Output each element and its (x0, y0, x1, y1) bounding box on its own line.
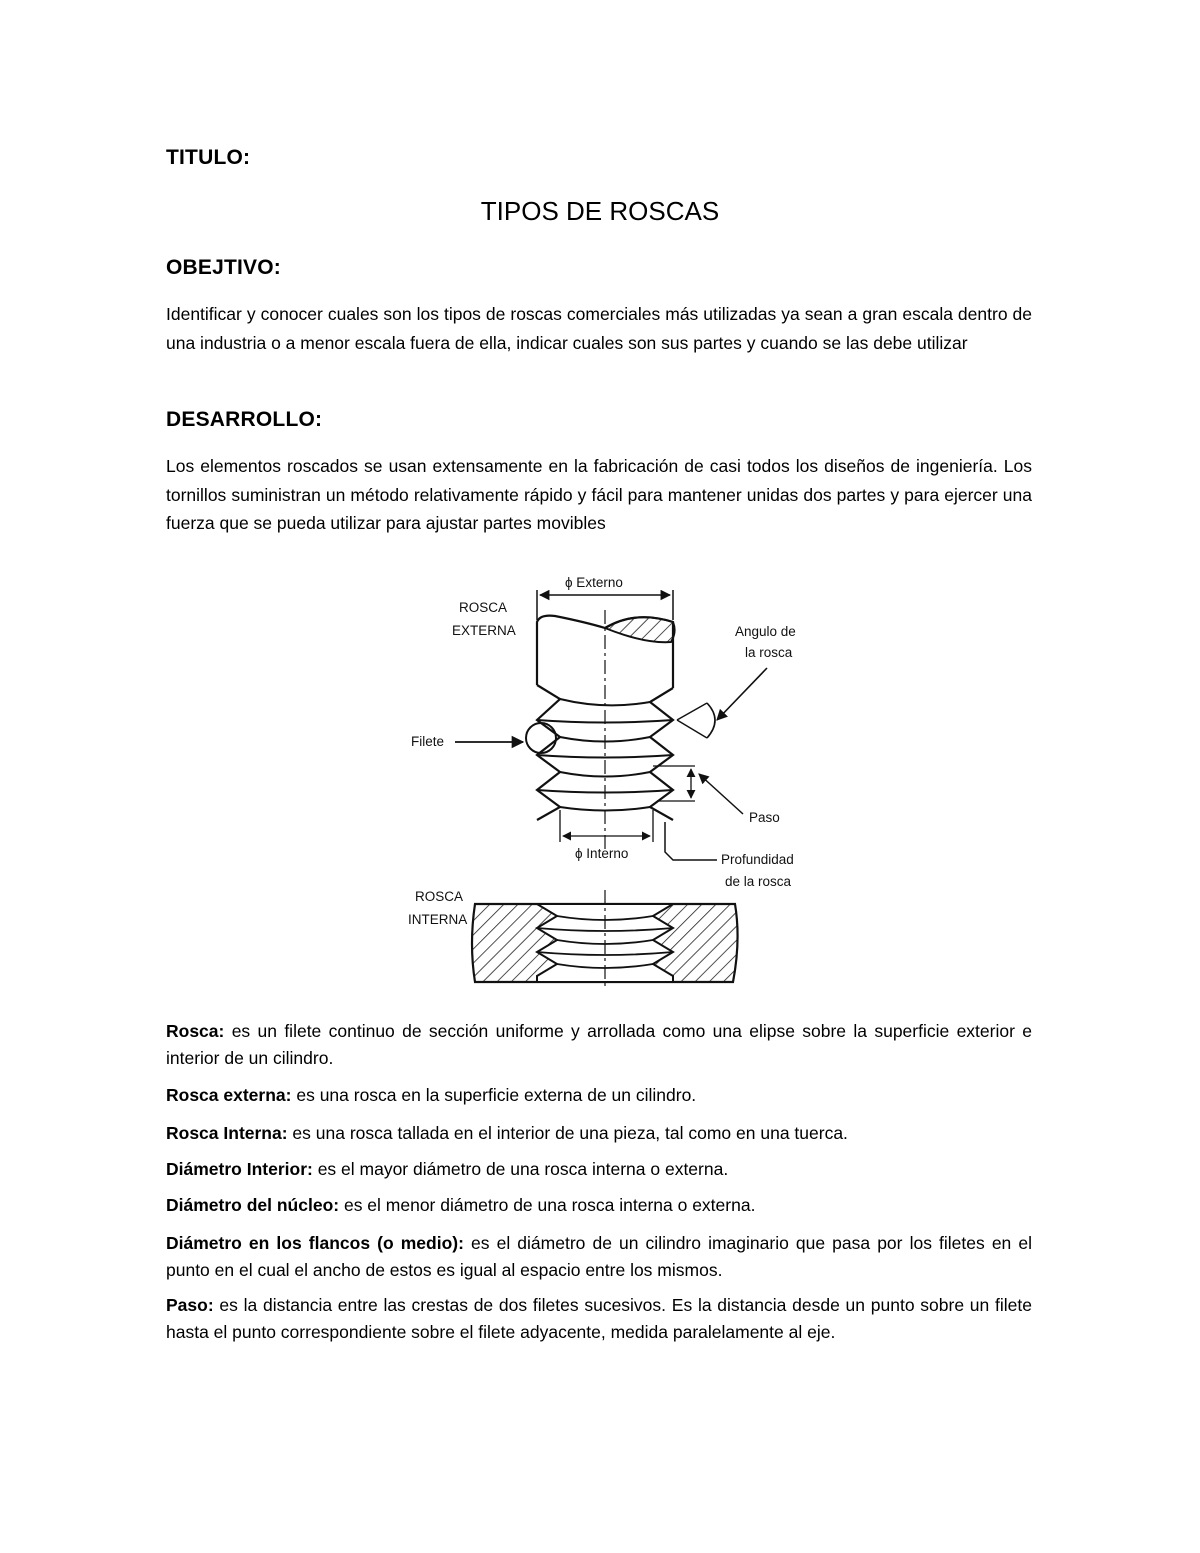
definition-text: es el mayor diámetro de una rosca interna o externa. (312, 1159, 729, 1179)
internal-thread-label-1: ROSCA (415, 889, 464, 904)
definition-text: es una rosca tallada en el interior de una pieza, tal como en una tuerca. (287, 1123, 848, 1143)
definition-term: Diámetro en los flancos (o medio): (166, 1233, 464, 1253)
depth-callout (665, 822, 794, 889)
internal-diameter-label: ϕ Interno (575, 846, 629, 861)
definition-term: Diámetro del núcleo: (166, 1195, 340, 1215)
definition-term: Rosca Interna: (166, 1123, 288, 1143)
definition-text: es una rosca en la superficie externa de un cilindro. (291, 1085, 697, 1105)
development-paragraph: Los elementos roscados se usan extensamente en la fabricación de casi todos los diseños de ingeniería. Los tornillos suministran un método relativamente rápido y fácil para mantener unidas dos partes y para ejercer una fuerza que se pueda utilizar para ajustar partes movibles (166, 456, 1032, 533)
definition-item (166, 1192, 1032, 1219)
thread-angle-label-1: Angulo de (735, 624, 796, 639)
external-thread-label-2: EXTERNA (452, 623, 516, 638)
objective-paragraph: Identificar y conocer cuales son los tipos de roscas comerciales más utilizadas ya sean a gran escala dentro de una industria o a menor escala fuera de ella, indicar cuales son sus partes y cuando se las debe utilizar (166, 304, 1032, 353)
definition-item (166, 1120, 1032, 1147)
external-diameter-label: ϕ Externo (565, 575, 623, 590)
depth-label-2: de la rosca (725, 874, 792, 889)
definition-item (166, 1292, 1032, 1345)
internal-diameter-dimension (560, 810, 653, 861)
paso-callout (653, 766, 780, 825)
objective-heading: OBEJTIVO: (166, 256, 281, 279)
definition-item (166, 1082, 1032, 1109)
development-heading: DESARROLLO: (166, 408, 323, 431)
filete-circle (526, 723, 556, 753)
paso-label: Paso (749, 810, 780, 825)
definition-text: es el menor diámetro de una rosca interna o externa. (339, 1195, 756, 1215)
definition-text: es el diámetro de un cilindro imaginario que pasa por los filetes en el punto en el cual el ancho de estos es igual al espacio entre los mismos. (166, 1233, 1032, 1280)
definition-text: es la distancia entre las crestas de dos filetes sucesivos. Es la distancia desde un punto sobre un filete hasta el punto correspondiente sobre el filete adyacente, medida paralelamente al eje. (166, 1295, 1032, 1342)
thread-angle-callout (677, 624, 796, 738)
filete-label: Filete (411, 734, 445, 749)
definition-text: es un filete continuo de sección uniforme y arrollada como una elipse sobre la superficie exterior e interior de un cilindro. (166, 1021, 1032, 1068)
main-title: TIPOS DE ROSCAS (480, 196, 720, 226)
definition-term: Rosca: (166, 1021, 225, 1041)
thread-angle-label-2: la rosca (745, 645, 793, 660)
internal-thread-label-2: INTERNA (408, 912, 468, 927)
title-heading: TITULO: (166, 146, 251, 169)
definition-item (166, 1018, 1032, 1071)
definition-term: Paso: (166, 1295, 214, 1315)
definition-item (166, 1230, 1032, 1283)
nut-section (472, 890, 738, 990)
depth-label-1: Profundidad (721, 852, 794, 867)
definition-term: Diámetro Interior: (166, 1159, 313, 1179)
thread-diagram (395, 560, 815, 995)
external-thread-label-1: ROSCA (459, 600, 508, 615)
definition-term: Rosca externa: (166, 1085, 292, 1105)
bolt-body (537, 610, 675, 850)
definition-item (166, 1156, 1032, 1183)
